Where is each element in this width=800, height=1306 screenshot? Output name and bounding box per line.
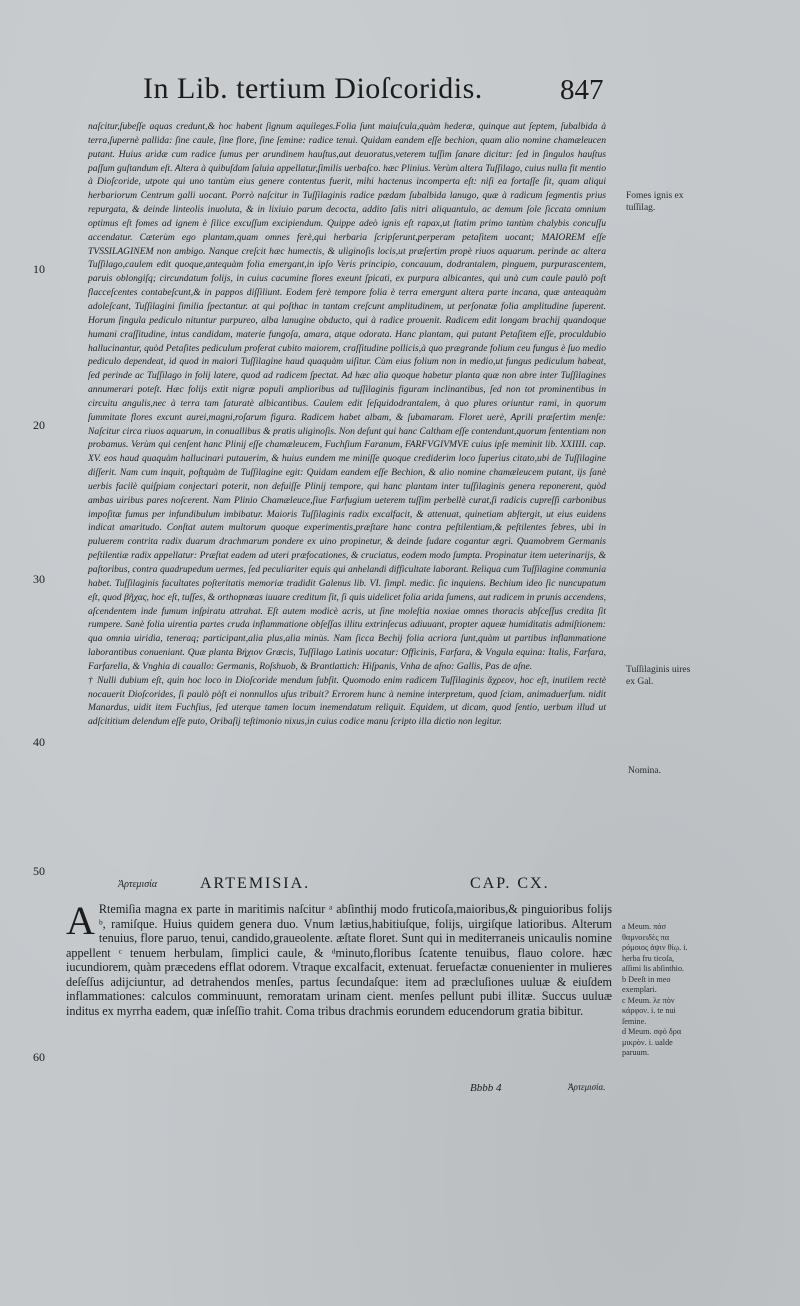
chapter-title: ARTEMISIA.: [200, 875, 311, 892]
footer-line: [470, 1082, 670, 1098]
running-head: In Lib. tertium Dioſcoridis.: [143, 72, 483, 105]
line-number: 40: [33, 735, 45, 749]
chapter-greek-name: Ἀρτεμισία: [118, 879, 158, 890]
page-number: 847: [560, 74, 604, 106]
line-number: 10: [33, 262, 45, 276]
commentary-block: [88, 120, 606, 729]
chapter-heading: [0, 875, 800, 897]
commentary-paragraph: naſcitur,ſubeſſe aquas credunt,& hoc habent ſignum aquileges.Folia ſunt maiuſcula,quàm hederæ, quinque aut ſeptem, ſubalbida à terra,ſupernè pallida: ſine caule, ſine flore, ſine ſemine: radice tenui. Quidam eandem eſſe bechion, quam alio nomine chamæleucen putant. Huius aridæ cum radice ſumus per arundinem hauſtus,aut deuoratus,veterem tuſſim ſanare dicitur: ſed in ſingulos hauſtus paſſum guſtandum eſt. Altera à quibuſdam ſaluia appellatur,ſimilis uerbaſco. hæc Plinius. Verùm altera Tuſſilago, cuius nulla fit mentio à Dioſcoride, utpote qui uno tantùm eius genere contentus fuerit, mihi hactenus incomperta eſt: niſi ea fortaſſe ſit, quam aliqui herbariorum Centrum galli uocant. Porrò naſcitur in Tuſſilaginis radice pædam ſubalbida lanugo, quæ à radicum ſegmentis prius repurgata, & deinde linteolis inuoluta, & in lixiuio parum decocta, addito ſalis nitri aliquantulo, ac demum ſole ſiccata omnium optimus eſt fomes ad ignem è ſilice excuſſum excipiendum. Quippe adeò ignis eſt rapax,ut ſtatim primo tantùm chalybis concuſſu accendatur. Cæterùm ego plantam,quam omnes ferè,qui herbaria ſcripſerunt,perperam petaſitem uocant; MAIOREM eſſe TVSSILAGINEM non ambigo. Nanque creſcit hæc humectis, & uliginoſis locis,ut præſertim propè riuos aquarum. perinde ac altera Tuſſilago,caulem edit quoque,antequàm folia emergant,in ipſo Veris principio, concauum, dodrantalem, pinguem, purpurascentem, paruis oblongiſq; circundatum folijs, in cuius cacumine flores exeunt ſpicati, ex purpura albicantes, qui unà cum caule paulò poſt flacceſcentes contabeſcunt,& in pappos diſſiliunt. Eodem ferè tempore folia è terra emergunt altera parte incana, quæ anteaquàm adoleſcant, Tuſſilagini ſimilia ſpectantur. at qui poſthac in tantam creſcunt amplitudinem, ut perſonatæ folia amplitudine ſuperent. Horum ſingula pediculo nituntur purpureo, alba lanugine obducto, qui à radice prouenit. Radicem edit longam brachij quandoque humani craſſitudine, intus candidam, materie fungoſa, amara, atque odorata. Hanc plantam, qui putant Petaſitem eſſe, proculdubio hallucinantur, quòd Petaſites pediculum proferat cubito maiorem, craſſitudine pollicis,à quo prægrande folium ceu fungus è ſuo medio pediculo dependeat, id quod in maiori Tuſſilagine haud quaquàm uiſitur. Cùm eius folium non in medio,ut fungus pediculum habeat, ſed perinde ac Tuſſilago in folij latere, quod ad radicem ſpectat. Ad hæc alia quoque habetur planta quæ non abre inter Tuſſilagines annumerari poteſt. Hæc folijs extit nigræ populi amplioribus ad tuſſilaginis figuram inclinantibus, ſed non tot prominentibus in circuitu angulis,nec à terra tam ſaturatè albicantibus. Caulem edit ſeſquidodrantalem, à quo plures oriuntur rami, in quorum ſummitate flores excunt aurei,magni,roſarum figura. Radicem habet albam, & ſubamaram. Floret uerè, Aprili præſertim menſe: Naſcitur circa riuos aquarum, in conuallibus & pratis uliginoſis. Non deſunt qui hanc Caltham eſſe contendunt,quorum ſententiam non probamus. Verùm qui cenſent hanc Plinij eſſe chamæleucem, Fuchſium Faranum, FARFVGIVMVE cuius ipſe meminit lib. XXIIII. cap. XV. eos haud quaquàm hallucinari putauerim, & huius eundem me miniſſe quoque crediderim loco ſuperius citato,ubi de Tuſſilagine diſſerit. Nam cum inquit, poſtquàm de Tuſſilagine egit: Quidam eandem eſſe Bechion, & alio nomine chamæleucem putant, ijs ſanè uerbis facilè quiſpiam conjectari poterit, non defuiſſe Plinij tempore, qui hanc plantam inter tuſſilaginis genera reponerent, quòd ambas uiribus pares noſcerent. Nam Plinio Chamæleuce,ſiue Farfugium ueterem tuſſim perbellè curat,ſi radicis cupreſſi carbonibus impoſitæ fumus per infundibulum imbibatur. Maioris Tuſſilaginis radix excalfacit, & attenuat, quinetiam abſtergit, ut eius euidens indicat amaritudo. Conſtat autem multorum quoque experimentis,præſtare hanc contra peſtilentiam,& peſtilentes febres, ubi in puluerem contrita radix duarum drachmarum pondere ex uino propinetur, & deinde ſudare cogantur ægri. Quamobrem Germanis peſtilentiæ radix appellatur: Præſtat eadem ad uteri præfocationes, & cruciatus, eodem modo ſumpta. Propinatur item ueterinarijs, & paſtoribus, contra quadrupedum uermes, ſed peculiariter equis qui anhelandi difficultate laborant. Reliqua cum Tuſſilagine communia habet. Tuſſilaginis facultates poſteritatis memoriæ tradidit Galenus lib. VI. ſimpl. medic. ſic inquiens. Bechium ideo ſic nuncupatum eſt, quod βῆχας, hoc eſt, tuſſes, & orthopnœas iuuare creditum ſit, ſi quis uidelicet folia arida ſumens, aut radicem in prunis accendens, aſcendentem inde fumum inſpiratu attrahat. Eſt autem modicè acris, ut ſine moleſtia noxiae omnes thoracis abſceſſus credita ſit rumpere. Sanè folia uirentia partes cruda inflammatione obſeſſas illitu extrinſecus adiuuant, propter aqueæ humiditatis admiſtionem: qua omnia uiridia, teneraq; participant,alia plus,alia minùs. Nam ſicca Bechij folia acriora ſunt,quàm ut partibus inflammatione laborantibus conueniant. Quæ planta Βήχιον Græcis, Tuſſilago Latinis uocatur: Officinis, Farfara, & Vngula equina: Italis, Farfara, Farfarella, & Vnghia di cauallo: Germanis, Roſshuob, & Brantlattich: Hiſpanis, Vnha de aſno: Gallis, Pas de aſne.: [88, 121, 606, 672]
chapter-number: CAP. CX.: [470, 875, 550, 892]
line-number: 50: [33, 864, 45, 878]
side-note-vires: Tuſſilaginis uires ex Gal.: [626, 665, 691, 687]
margin-note-a: a Meum. πάσ θαμνοειδὲς πα ρόμοιος ἀψιν θίῳ. i. herba fru ticoſa, aſſimi lis abſinthio.: [622, 922, 688, 973]
signature-mark: Bbbb 4: [470, 1082, 502, 1094]
commentary-note: † Nulli dubium eſt, quin hoc loco in Dioſcoride mendum ſubſit. Quomodo enim radicem Tuſſilaginis ἄχρεον, hoc eſt, inutilem rectè nocauerit Dioſcorides, ſi paulò pòſt ei nonnullos uſus tribuit? Errorem hunc à nemine interpretum, quod ſciam, animaduerſum. nidit Manardus, uidit item Fuchſius, ſed uterque tamen locum inemendatum reliquit. Equidem, ut dicam, quod ſentio, uerbum illud ut adſcititium delendum eſſe puto, Oribaſij teſtimonio nixus,in cuius codice manu ſcripto illa dictio non legitur.: [88, 674, 606, 728]
line-number: 20: [33, 418, 45, 432]
line-number: 30: [33, 572, 45, 586]
margin-notes: [622, 922, 692, 1059]
catchword: Ἀρτεμισία.: [568, 1082, 606, 1092]
margin-note-b: b Deeſt in meo exemplari.: [622, 974, 671, 994]
margin-note-d: d Meum. σφό δρα μικρὸν. i. ualde paruum.: [622, 1027, 682, 1057]
line-number: 60: [33, 1050, 45, 1064]
side-note-nomina: Nomina.: [628, 766, 661, 776]
side-note-fomes: Fomes ignis ex tuſſilag.: [626, 191, 684, 213]
chapter-paragraph: Rtemiſia magna ex parte in maritimis naſcitur ᵃ abſinthij modo fruticoſa,maioribus,& pinguioribus folijs ᵇ, ramiſque. Huius quidem genera duo. Vnum lætius,habitiuſque, folijs, uirgiſque latioribus. Alterum tenuius, flore paruo, tenui, candido,graueolente. æſtate floret. Sunt qui in mediterraneis unicaulis nomine appellent ᶜ tenuem herbulam, ſimplici caule, & ᵈminuto,floribus ſcatente tenuibus, flauo colore. hæc iucundiorem, quàm præcedens efflat odorem. Vtraque excalfacit, extenuat. feruefactæ conuenienter in mulieres deſeſſus adijciuntur, ad detrahendos menſes, partus ſecundaſque: item ad præcluſiones uuluæ & eiuſdem inflammationes: calculos comminuunt, remoratam urinam cient. menſes pellunt pubi illitæ. Succus uuluæ inditus ex myrrha eadem, quæ inſeſſio trahit. Coma tribus drachmis eorundem educendorum gratia bibitur.: [66, 902, 612, 1018]
margin-note-c: c Meum. λε πὸν κάρφον. i. te nui ſemine.: [622, 995, 676, 1026]
chapter-text: [66, 898, 612, 1018]
drop-cap: A: [66, 898, 95, 943]
